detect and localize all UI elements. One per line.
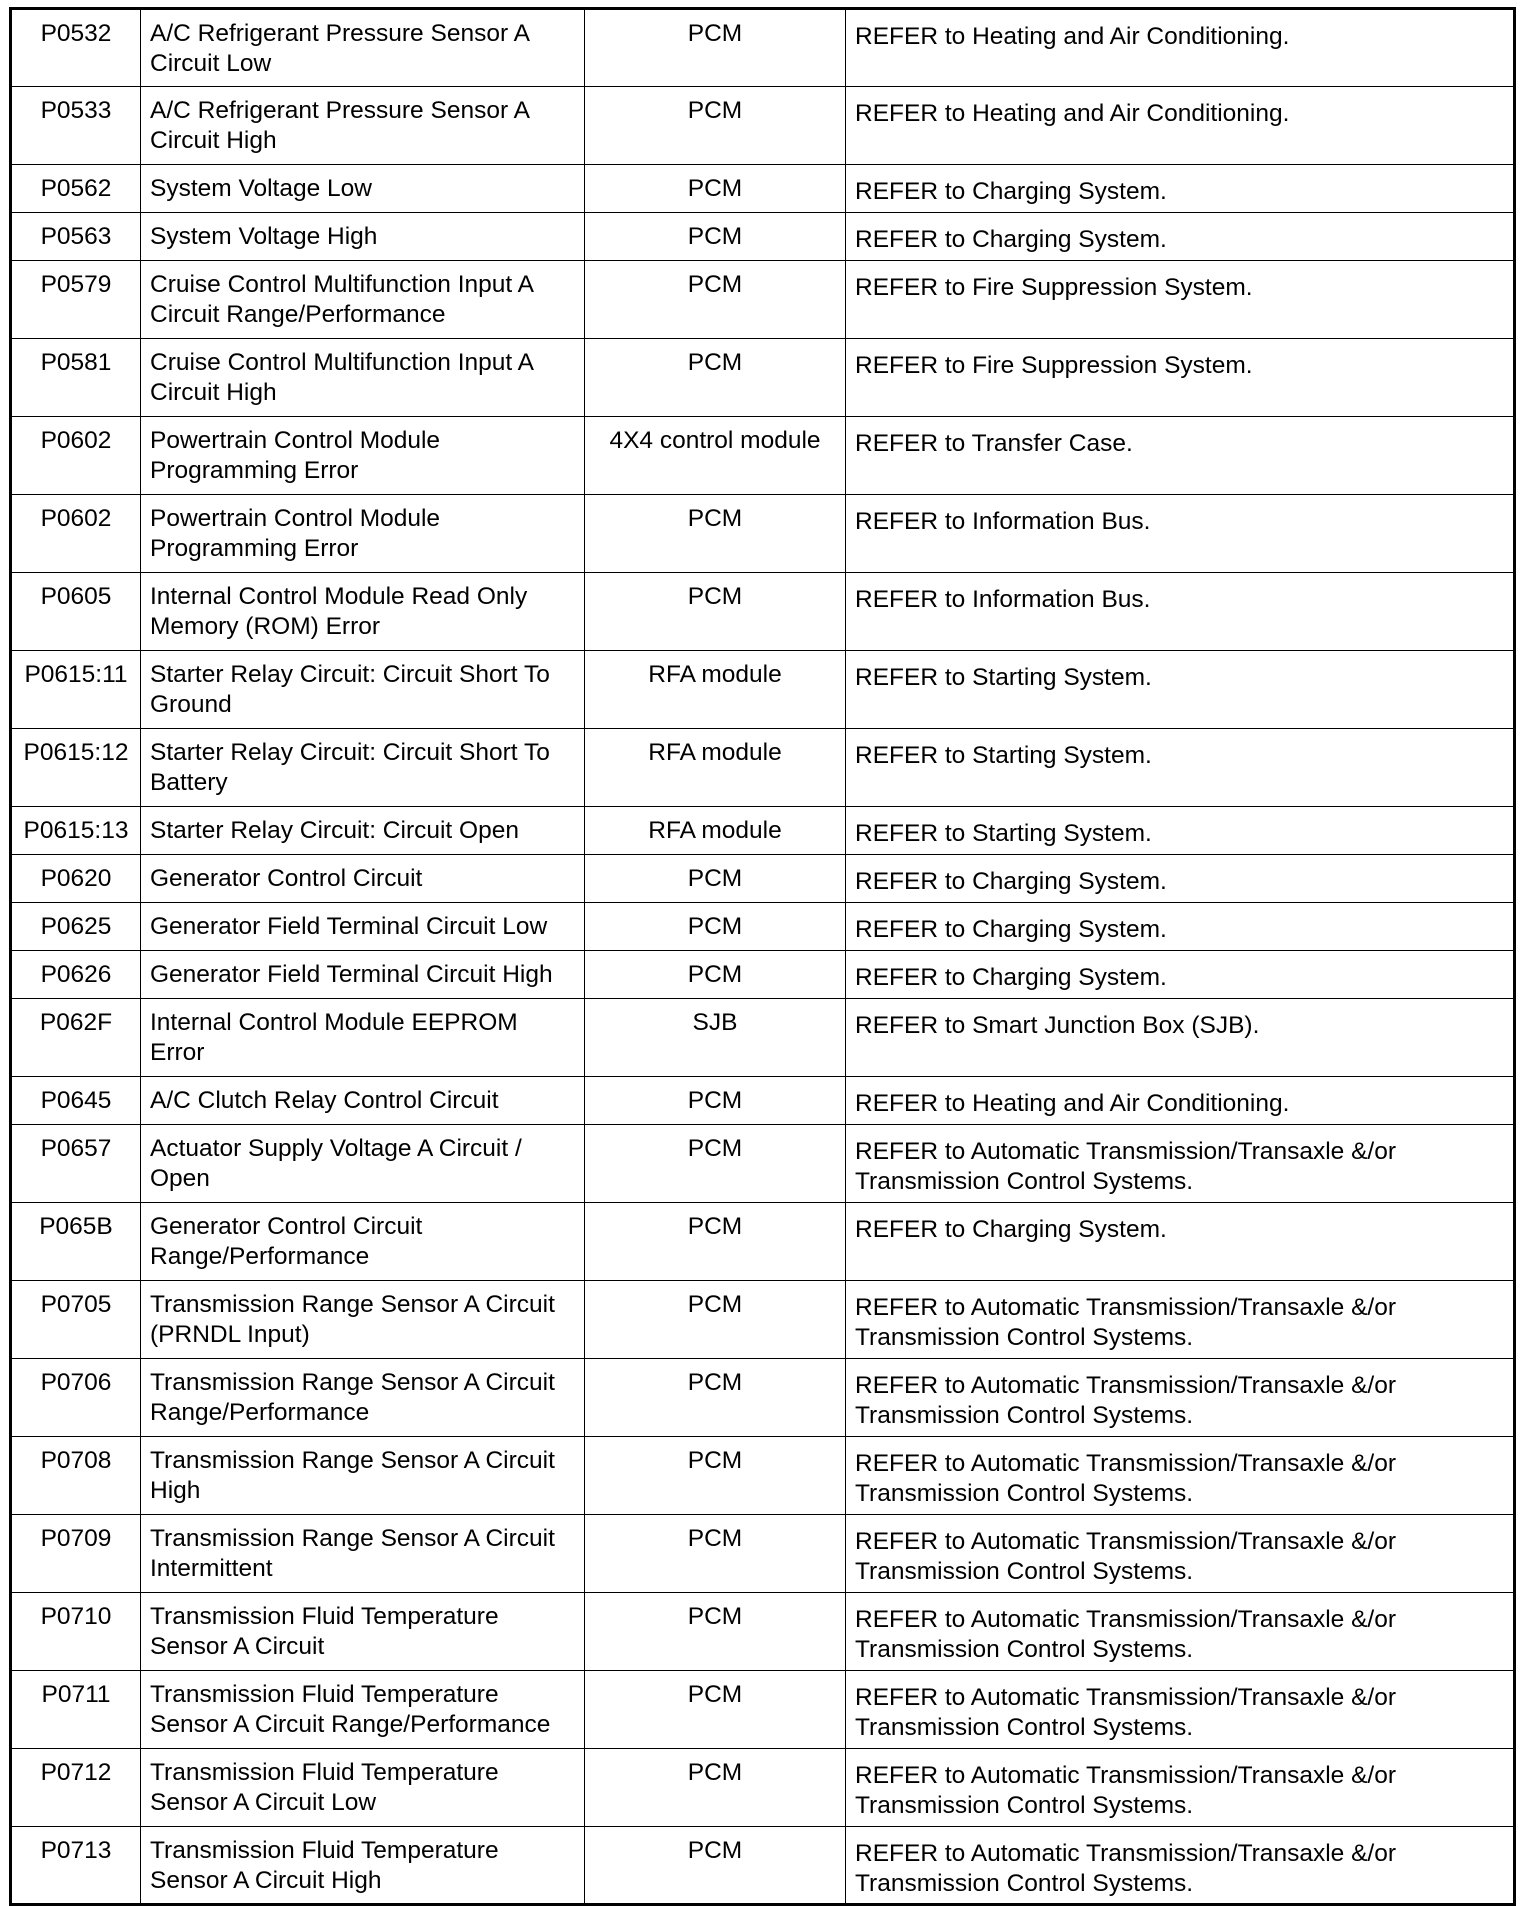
dtc-table — [9, 7, 1516, 1906]
dtc-code: P0563 — [11, 213, 141, 261]
dtc-description: Transmission Fluid Temperature Sensor A Circuit — [141, 1593, 585, 1671]
dtc-code: P0615:12 — [11, 729, 141, 807]
dtc-source-module: PCM — [585, 9, 846, 87]
dtc-description: Actuator Supply Voltage A Circuit / Open — [141, 1125, 585, 1203]
table-row — [11, 1671, 1515, 1749]
dtc-action: REFER to Starting System. — [846, 651, 1515, 729]
dtc-source-module: PCM — [585, 261, 846, 339]
table-row — [11, 903, 1515, 951]
dtc-source-module: PCM — [585, 339, 846, 417]
dtc-action: REFER to Charging System. — [846, 951, 1515, 999]
dtc-description: Internal Control Module Read Only Memory (ROM) Error — [141, 573, 585, 651]
dtc-action: REFER to Information Bus. — [846, 495, 1515, 573]
table-row — [11, 417, 1515, 495]
table-row — [11, 165, 1515, 213]
dtc-code: P0615:11 — [11, 651, 141, 729]
dtc-action: REFER to Automatic Transmission/Transaxle &/or Transmission Control Systems. — [846, 1671, 1515, 1749]
dtc-action: REFER to Charging System. — [846, 855, 1515, 903]
dtc-code: P0705 — [11, 1281, 141, 1359]
dtc-source-module: PCM — [585, 573, 846, 651]
dtc-action: REFER to Heating and Air Conditioning. — [846, 1077, 1515, 1125]
dtc-source-module: RFA module — [585, 729, 846, 807]
dtc-table-body — [11, 9, 1515, 1905]
dtc-code: P0602 — [11, 417, 141, 495]
dtc-source-module: PCM — [585, 1749, 846, 1827]
dtc-code: P0532 — [11, 9, 141, 87]
dtc-code: P0533 — [11, 87, 141, 165]
dtc-code: P0712 — [11, 1749, 141, 1827]
dtc-source-module: RFA module — [585, 651, 846, 729]
dtc-description: Cruise Control Multifunction Input A Circuit Range/Performance — [141, 261, 585, 339]
table-row — [11, 1359, 1515, 1437]
dtc-description: Transmission Range Sensor A Circuit High — [141, 1437, 585, 1515]
dtc-action: REFER to Charging System. — [846, 213, 1515, 261]
dtc-description: Internal Control Module EEPROM Error — [141, 999, 585, 1077]
dtc-code: P062F — [11, 999, 141, 1077]
dtc-description: Transmission Fluid Temperature Sensor A Circuit Low — [141, 1749, 585, 1827]
dtc-action: REFER to Starting System. — [846, 729, 1515, 807]
dtc-description: Generator Control Circuit Range/Performance — [141, 1203, 585, 1281]
dtc-action: REFER to Automatic Transmission/Transaxle &/or Transmission Control Systems. — [846, 1125, 1515, 1203]
dtc-code: P0581 — [11, 339, 141, 417]
dtc-source-module: PCM — [585, 1125, 846, 1203]
dtc-action: REFER to Charging System. — [846, 1203, 1515, 1281]
dtc-source-module: PCM — [585, 1359, 846, 1437]
table-row — [11, 1077, 1515, 1125]
dtc-code: P0625 — [11, 903, 141, 951]
dtc-description: System Voltage Low — [141, 165, 585, 213]
dtc-code: P0657 — [11, 1125, 141, 1203]
dtc-source-module: PCM — [585, 1593, 846, 1671]
dtc-description: Transmission Range Sensor A Circuit Intermittent — [141, 1515, 585, 1593]
dtc-action: REFER to Automatic Transmission/Transaxle &/or Transmission Control Systems. — [846, 1281, 1515, 1359]
table-row — [11, 1749, 1515, 1827]
table-row — [11, 1437, 1515, 1515]
dtc-source-module: PCM — [585, 1827, 846, 1905]
table-row — [11, 87, 1515, 165]
table-row — [11, 261, 1515, 339]
dtc-description: Powertrain Control Module Programming Error — [141, 417, 585, 495]
dtc-source-module: PCM — [585, 1671, 846, 1749]
table-row — [11, 807, 1515, 855]
dtc-description: Generator Control Circuit — [141, 855, 585, 903]
table-row — [11, 213, 1515, 261]
dtc-action: REFER to Smart Junction Box (SJB). — [846, 999, 1515, 1077]
dtc-source-module: PCM — [585, 495, 846, 573]
dtc-code: P0710 — [11, 1593, 141, 1671]
dtc-action: REFER to Fire Suppression System. — [846, 261, 1515, 339]
dtc-description: Starter Relay Circuit: Circuit Short To Ground — [141, 651, 585, 729]
dtc-description: Transmission Fluid Temperature Sensor A Circuit High — [141, 1827, 585, 1905]
dtc-description: Starter Relay Circuit: Circuit Open — [141, 807, 585, 855]
table-row — [11, 651, 1515, 729]
dtc-description: Transmission Fluid Temperature Sensor A Circuit Range/Performance — [141, 1671, 585, 1749]
dtc-action: REFER to Charging System. — [846, 165, 1515, 213]
dtc-source-module: PCM — [585, 1203, 846, 1281]
dtc-code: P0626 — [11, 951, 141, 999]
table-row — [11, 339, 1515, 417]
dtc-description: A/C Clutch Relay Control Circuit — [141, 1077, 585, 1125]
dtc-action: REFER to Automatic Transmission/Transaxle &/or Transmission Control Systems. — [846, 1749, 1515, 1827]
dtc-code: P0713 — [11, 1827, 141, 1905]
dtc-code: P0711 — [11, 1671, 141, 1749]
dtc-code: P0605 — [11, 573, 141, 651]
dtc-code: P0615:13 — [11, 807, 141, 855]
dtc-code: P065B — [11, 1203, 141, 1281]
dtc-code: P0708 — [11, 1437, 141, 1515]
dtc-source-module: PCM — [585, 1437, 846, 1515]
dtc-action: REFER to Automatic Transmission/Transaxle &/or Transmission Control Systems. — [846, 1593, 1515, 1671]
dtc-source-module: SJB — [585, 999, 846, 1077]
dtc-description: Generator Field Terminal Circuit Low — [141, 903, 585, 951]
table-row — [11, 1515, 1515, 1593]
dtc-action: REFER to Automatic Transmission/Transaxle &/or Transmission Control Systems. — [846, 1515, 1515, 1593]
table-row — [11, 1593, 1515, 1671]
dtc-source-module: PCM — [585, 855, 846, 903]
dtc-action: REFER to Starting System. — [846, 807, 1515, 855]
dtc-code: P0706 — [11, 1359, 141, 1437]
dtc-description: Powertrain Control Module Programming Error — [141, 495, 585, 573]
dtc-description: Transmission Range Sensor A Circuit (PRNDL Input) — [141, 1281, 585, 1359]
dtc-source-module: PCM — [585, 87, 846, 165]
dtc-description: Cruise Control Multifunction Input A Circuit High — [141, 339, 585, 417]
table-row — [11, 729, 1515, 807]
table-row — [11, 495, 1515, 573]
dtc-action: REFER to Charging System. — [846, 903, 1515, 951]
dtc-code: P0620 — [11, 855, 141, 903]
dtc-source-module: RFA module — [585, 807, 846, 855]
dtc-action: REFER to Heating and Air Conditioning. — [846, 9, 1515, 87]
dtc-source-module: PCM — [585, 903, 846, 951]
dtc-source-module: PCM — [585, 1515, 846, 1593]
dtc-description: Generator Field Terminal Circuit High — [141, 951, 585, 999]
table-row — [11, 1125, 1515, 1203]
dtc-code: P0579 — [11, 261, 141, 339]
dtc-code: P0645 — [11, 1077, 141, 1125]
dtc-source-module: PCM — [585, 951, 846, 999]
dtc-action: REFER to Automatic Transmission/Transaxle &/or Transmission Control Systems. — [846, 1437, 1515, 1515]
dtc-description: A/C Refrigerant Pressure Sensor A Circuit High — [141, 87, 585, 165]
table-row — [11, 1281, 1515, 1359]
table-row — [11, 9, 1515, 87]
dtc-action: REFER to Automatic Transmission/Transaxle &/or Transmission Control Systems. — [846, 1359, 1515, 1437]
dtc-source-module: 4X4 control module — [585, 417, 846, 495]
table-row — [11, 1827, 1515, 1905]
dtc-description: A/C Refrigerant Pressure Sensor A Circuit Low — [141, 9, 585, 87]
dtc-action: REFER to Transfer Case. — [846, 417, 1515, 495]
dtc-source-module: PCM — [585, 165, 846, 213]
dtc-action: REFER to Information Bus. — [846, 573, 1515, 651]
table-row — [11, 951, 1515, 999]
dtc-description: Transmission Range Sensor A Circuit Range/Performance — [141, 1359, 585, 1437]
dtc-code: P0709 — [11, 1515, 141, 1593]
dtc-source-module: PCM — [585, 213, 846, 261]
dtc-code: P0562 — [11, 165, 141, 213]
dtc-action: REFER to Fire Suppression System. — [846, 339, 1515, 417]
dtc-description: Starter Relay Circuit: Circuit Short To Battery — [141, 729, 585, 807]
table-row — [11, 1203, 1515, 1281]
table-row — [11, 573, 1515, 651]
dtc-source-module: PCM — [585, 1077, 846, 1125]
dtc-action: REFER to Automatic Transmission/Transaxle &/or Transmission Control Systems. — [846, 1827, 1515, 1905]
dtc-source-module: PCM — [585, 1281, 846, 1359]
dtc-action: REFER to Heating and Air Conditioning. — [846, 87, 1515, 165]
table-row — [11, 855, 1515, 903]
dtc-code: P0602 — [11, 495, 141, 573]
dtc-description: System Voltage High — [141, 213, 585, 261]
table-row — [11, 999, 1515, 1077]
